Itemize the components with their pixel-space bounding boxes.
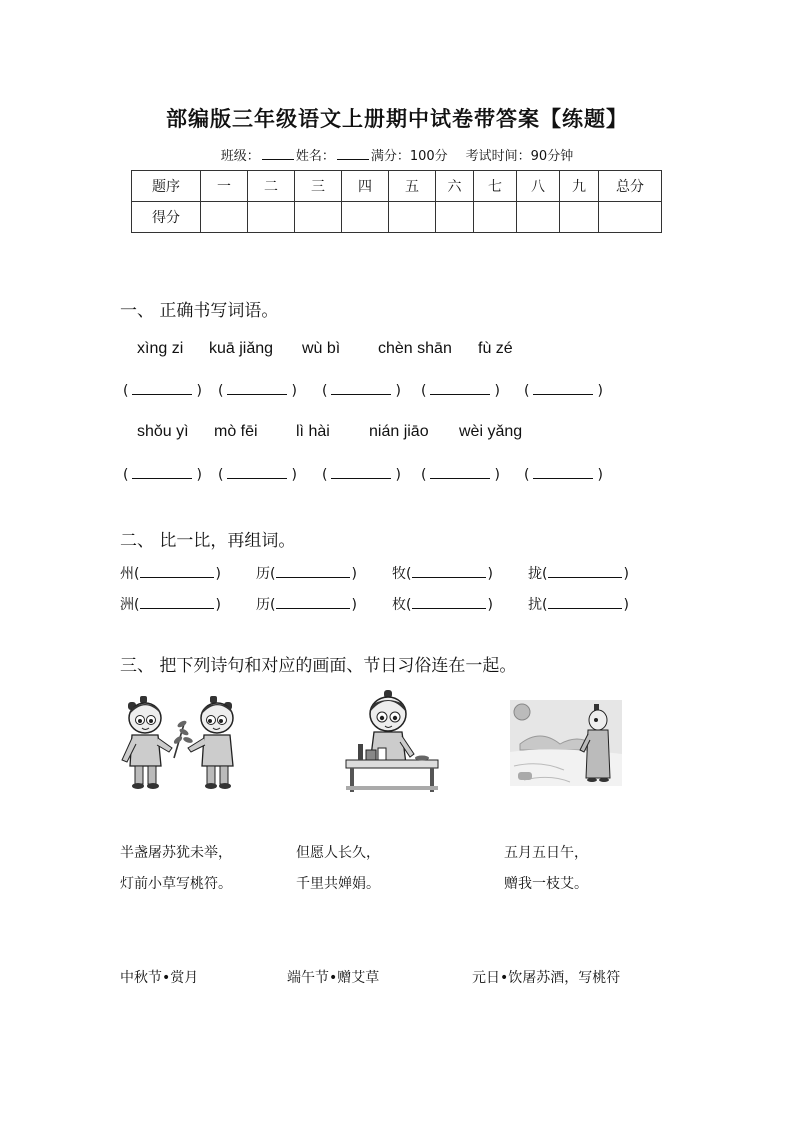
- poem-line: 半盏屠苏犹未举，: [120, 845, 232, 861]
- pinyin-item: mò fēi: [214, 423, 258, 440]
- poem-1[interactable]: [120, 838, 232, 900]
- class-blank[interactable]: [262, 147, 294, 160]
- answer-blank[interactable]: ( ): [123, 383, 202, 399]
- compare-item[interactable]: 洲( ): [120, 597, 221, 613]
- name-label: 姓名：: [295, 149, 335, 164]
- class-label: 班级：: [220, 149, 260, 164]
- exam-info: [0, 145, 794, 164]
- name-blank[interactable]: [337, 147, 369, 160]
- table-cell: 八: [517, 171, 560, 202]
- answer-blank[interactable]: ( ): [524, 467, 603, 483]
- score-table-score-row: [132, 202, 662, 233]
- score-cell[interactable]: [201, 202, 248, 233]
- score-cell[interactable]: [599, 202, 662, 233]
- table-cell: 二: [248, 171, 295, 202]
- poem-line: 千里共婵娟。: [296, 876, 380, 892]
- answer-blank[interactable]: ( ): [524, 383, 603, 399]
- score-cell[interactable]: [517, 202, 560, 233]
- poem-line: 赠我一枝艾。: [504, 876, 588, 892]
- pinyin-item: wù bì: [302, 340, 341, 357]
- score-cell[interactable]: [295, 202, 342, 233]
- compare-item[interactable]: 拢( ): [528, 566, 629, 582]
- table-cell: 总分: [599, 171, 662, 202]
- answer-blank[interactable]: ( ): [123, 467, 202, 483]
- compare-item[interactable]: 扰( ): [528, 597, 629, 613]
- poem-line: 灯前小草写桃符。: [120, 876, 232, 892]
- table-cell: 一: [201, 171, 248, 202]
- poem-2[interactable]: [296, 838, 380, 900]
- poem-3[interactable]: [504, 838, 588, 900]
- answer-blank[interactable]: ( ): [218, 383, 297, 399]
- answer-blank[interactable]: ( ): [322, 467, 401, 483]
- table-cell: 七: [474, 171, 517, 202]
- picture-moon-scene[interactable]: [510, 700, 622, 786]
- score-cell[interactable]: [474, 202, 517, 233]
- pinyin-item: nián jiāo: [369, 423, 429, 440]
- score-cell[interactable]: [342, 202, 389, 233]
- page-title: 部编版三年级语文上册期中试卷带答案【练题】: [166, 107, 628, 131]
- full-score: 满分：100分: [370, 149, 448, 164]
- picture-child-writing[interactable]: [340, 688, 444, 798]
- score-table: [131, 170, 662, 233]
- picture-children-mugwort[interactable]: [118, 688, 250, 796]
- answer-blank[interactable]: ( ): [218, 467, 297, 483]
- festival-item[interactable]: 端午节•赠艾草: [287, 970, 380, 986]
- pinyin-item: fù zé: [478, 340, 513, 357]
- pinyin-item: wèi yǎng: [459, 423, 523, 440]
- pinyin-item: shǒu yì: [137, 423, 189, 440]
- compare-item[interactable]: 牧( ): [392, 566, 493, 582]
- table-cell: 六: [436, 171, 474, 202]
- answer-blank[interactable]: ( ): [421, 383, 500, 399]
- table-cell: 得分: [132, 202, 201, 233]
- answer-blank[interactable]: ( ): [322, 383, 401, 399]
- section3-heading: 三、 把下列诗句和对应的画面、节日习俗连在一起。: [120, 656, 517, 676]
- section1-heading: 一、 正确书写词语。: [120, 301, 279, 321]
- pinyin-item: chèn shān: [378, 340, 452, 357]
- score-table-header-row: [132, 171, 662, 202]
- table-cell: 四: [342, 171, 389, 202]
- score-cell[interactable]: [248, 202, 295, 233]
- table-cell: 题序: [132, 171, 201, 202]
- table-cell: 九: [560, 171, 599, 202]
- score-cell[interactable]: [560, 202, 599, 233]
- festival-item[interactable]: 元日•饮屠苏酒，写桃符: [472, 970, 621, 986]
- exam-time: 考试时间：90分钟: [465, 149, 574, 164]
- table-cell: 三: [295, 171, 342, 202]
- poem-line: 但愿人长久，: [296, 845, 380, 861]
- score-cell[interactable]: [389, 202, 436, 233]
- answer-blank[interactable]: ( ): [421, 467, 500, 483]
- compare-item[interactable]: 州( ): [120, 566, 221, 582]
- pinyin-item: kuā jiǎng: [209, 340, 274, 357]
- compare-item[interactable]: 历( ): [256, 597, 357, 613]
- section2-heading: 二、 比一比，再组词。: [120, 531, 296, 551]
- compare-item[interactable]: 枚( ): [392, 597, 493, 613]
- compare-item[interactable]: 历( ): [256, 566, 357, 582]
- poem-line: 五月五日午，: [504, 845, 588, 861]
- pinyin-item: lì hài: [296, 423, 330, 440]
- score-cell[interactable]: [436, 202, 474, 233]
- festival-item[interactable]: 中秋节•赏月: [120, 970, 199, 986]
- table-cell: 五: [389, 171, 436, 202]
- pinyin-item: xìng zi: [137, 340, 184, 357]
